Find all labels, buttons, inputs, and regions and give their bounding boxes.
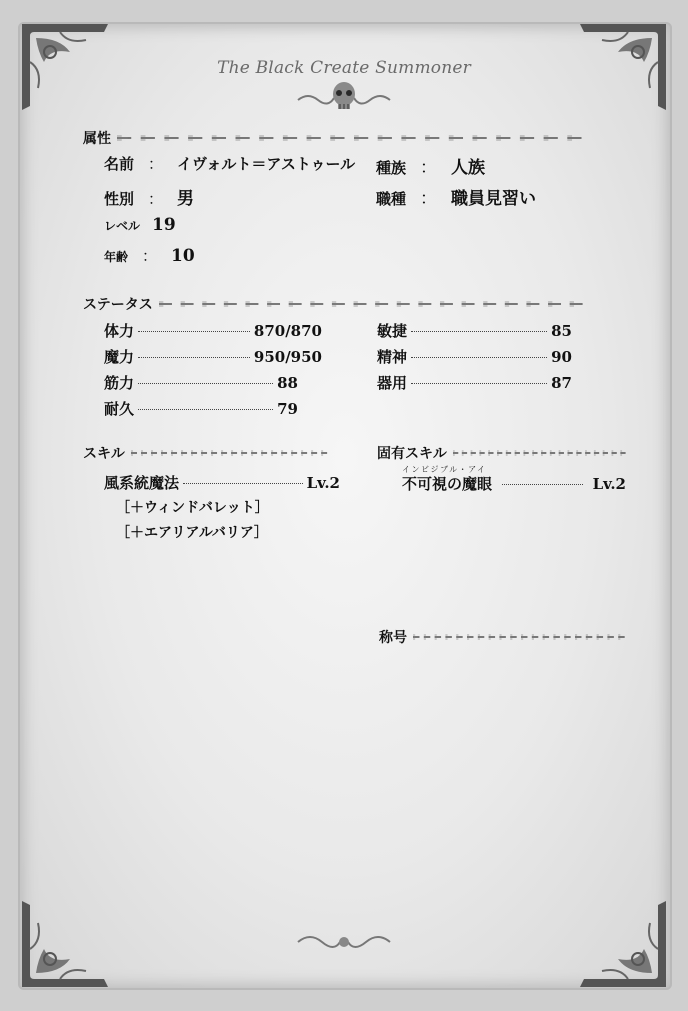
job-key: 職種	[376, 190, 407, 208]
bottom-ornament-icon	[294, 930, 394, 954]
name-value: イヴォルト＝アストゥール	[177, 155, 356, 173]
skill-name: 風系統魔法	[104, 474, 180, 492]
titles-heading	[379, 627, 629, 647]
age-value: 10	[171, 246, 195, 266]
stat-value: 870/870	[253, 322, 322, 340]
stat-key: 敏捷	[377, 322, 408, 340]
attributes-heading-label: 属性	[83, 131, 111, 147]
age-field	[104, 245, 195, 266]
ruby-reading: インビジブル・アイ	[402, 465, 487, 474]
titles-heading-label: 称号	[379, 630, 407, 646]
stat-value: 90	[551, 348, 572, 366]
stat-row	[377, 346, 572, 367]
stat-key: 耐久	[104, 400, 135, 418]
job-value: 職員見習い	[451, 189, 537, 209]
attributes-heading	[83, 128, 591, 148]
stat-row	[104, 346, 322, 367]
unique-skill-row	[402, 473, 626, 494]
stat-value: 87	[551, 374, 572, 392]
book-title: The Black Create Summoner	[217, 58, 471, 78]
colon: ：	[142, 247, 158, 265]
stat-key: 魔力	[104, 348, 135, 366]
stat-value: 79	[277, 400, 298, 418]
stat-key: 体力	[104, 322, 135, 340]
status-heading	[83, 294, 591, 314]
level-key: レベル	[104, 219, 141, 233]
colon: ：	[420, 189, 438, 209]
decorative-rule-icon	[413, 633, 629, 641]
job-field	[376, 184, 536, 209]
gender-key: 性別	[104, 190, 135, 208]
stat-value: 85	[551, 322, 572, 340]
corner-ornament-bottom-right	[576, 897, 668, 989]
corner-ornament-bottom-left	[20, 897, 112, 989]
unique-skills-heading	[377, 443, 629, 463]
decorative-rule-icon	[159, 300, 591, 308]
stat-value: 950/950	[253, 348, 322, 366]
stat-key: 筋力	[104, 374, 135, 392]
level-field	[104, 215, 176, 235]
race-value: 人族	[451, 158, 486, 178]
skill-level: Lv.2	[306, 474, 340, 492]
decorative-rule-icon	[453, 449, 629, 457]
stat-key: 器用	[377, 374, 408, 392]
skull-ornament-icon	[294, 80, 394, 114]
stat-row	[104, 398, 298, 419]
stat-value: 88	[277, 374, 298, 392]
race-key: 種族	[376, 159, 407, 177]
unique-skill-level: Lv.2	[592, 475, 626, 493]
stat-row	[377, 320, 572, 341]
skills-heading	[83, 443, 331, 463]
decorative-rule-icon	[117, 134, 591, 142]
colon: ：	[420, 158, 438, 178]
race-field	[376, 153, 485, 178]
colon: ：	[148, 155, 164, 173]
sub-skill: ［＋エアリアルバリア］	[116, 525, 268, 541]
skills-heading-label: スキル	[83, 446, 125, 462]
sub-skill: ［＋ウィンドバレット］	[116, 500, 269, 516]
stat-row	[104, 320, 322, 341]
stat-row	[377, 372, 572, 393]
gender-field	[104, 184, 194, 209]
stat-key: 精神	[377, 348, 408, 366]
name-field	[104, 153, 355, 174]
decorative-rule-icon	[131, 449, 331, 457]
status-heading-label: ステータス	[83, 297, 153, 313]
name-key: 名前	[104, 155, 135, 173]
skill-row	[104, 472, 340, 493]
stat-row	[104, 372, 298, 393]
age-key: 年齢	[104, 250, 129, 264]
colon: ：	[148, 190, 164, 208]
unique-skill-name: 不可視の魔眼	[402, 475, 493, 493]
gender-value: 男	[177, 189, 195, 209]
unique-skills-heading-label: 固有スキル	[377, 446, 447, 462]
level-value: 19	[152, 215, 176, 235]
